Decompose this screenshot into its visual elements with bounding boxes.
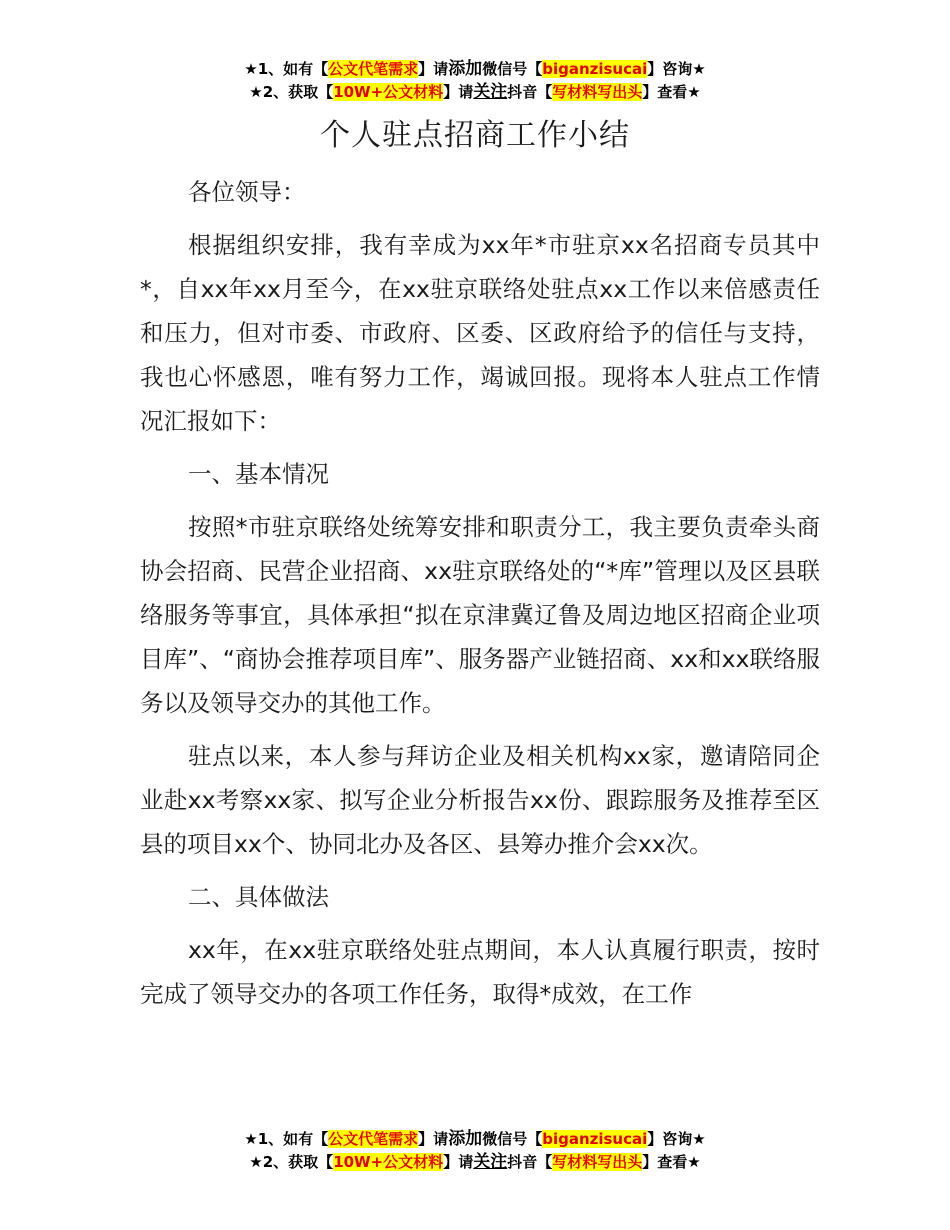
promo-emphasis: 关注	[473, 82, 508, 102]
promo-emphasis: 关注	[473, 1152, 508, 1172]
promo-text: 微信号【	[482, 60, 543, 78]
promo-text: 微信号【	[482, 1130, 543, 1148]
promo-text: ★2、获取【	[249, 83, 334, 101]
promo-highlight: biganzisucai	[542, 1130, 648, 1148]
promo-text: 】请	[443, 1153, 474, 1171]
promo-text: 】查看★	[642, 83, 701, 101]
salutation: 各位领导：	[188, 178, 306, 206]
promo-highlight: 10W+公文材料	[333, 83, 444, 101]
top-promo-banner	[0, 58, 950, 104]
promo-text: 】咨询★	[647, 60, 706, 78]
promo-emphasis: 添加	[448, 1129, 483, 1149]
promo-text: 】咨询★	[647, 1130, 706, 1148]
paragraph: xx年，在xx驻京联络处驻点期间，本人认真履行职责，按时完成了领导交办的各项工作任务，取得*成效，在工作	[140, 936, 820, 1008]
promo-text: 】查看★	[642, 1153, 701, 1171]
promo-emphasis: 添加	[448, 59, 483, 79]
paragraph: 驻点以来，本人参与拜访企业及相关机构xx家，邀请陪同企业赴xx考察xx家、拟写企业分析报告xx份、跟踪服务及推荐至区县的项目xx个、协同北办及各区、县筹办推介会xx次。	[140, 742, 820, 858]
promo-highlight: 写材料写出头	[552, 1153, 643, 1171]
promo-highlight: biganzisucai	[542, 60, 648, 78]
promo-highlight: 写材料写出头	[552, 83, 643, 101]
paragraph: 根据组织安排，我有幸成为xx年*市驻京xx名招商专员其中*，自xx年xx月至今，在xx驻京联络处驻点xx工作以来倍感责任和压力，但对市委、市政府、区委、区政府给予的信任与支持，我也心怀感恩，唯有努力工作，竭诚回报。现将本人驻点工作情况汇报如下：	[140, 231, 820, 435]
section-heading: 一、基本情况	[188, 460, 329, 488]
promo-text: ★1、如有【	[244, 60, 329, 78]
promo-text: ★1、如有【	[244, 1130, 329, 1148]
promo-text: 】请	[418, 1130, 449, 1148]
promo-line-1	[0, 58, 950, 81]
promo-highlight: 公文代笔需求	[328, 1130, 419, 1148]
promo-line-2	[0, 81, 950, 104]
promo-highlight: 公文代笔需求	[328, 60, 419, 78]
paragraph: 按照*市驻京联络处统筹安排和职责分工，我主要负责牵头商协会招商、民营企业招商、xx驻京联络处的“*库”管理以及区县联络服务等事宜，具体承担“拟在京津冀辽鲁及周边地区招商企业项目库”、“商协会推荐项目库”、服务器产业链招商、xx和xx联络服务以及领导交办的其他工作。	[140, 513, 820, 717]
promo-text: ★2、获取【	[249, 1153, 334, 1171]
promo-text: 抖音【	[507, 1153, 553, 1171]
promo-text: 】请	[443, 83, 474, 101]
bottom-promo-banner	[0, 1128, 950, 1174]
document-title: 个人驻点招商工作小结	[320, 118, 630, 153]
promo-text: 抖音【	[507, 83, 553, 101]
document-body	[140, 170, 820, 1016]
promo-text: 】请	[418, 60, 449, 78]
promo-highlight: 10W+公文材料	[333, 1153, 444, 1171]
promo-line-2	[0, 1151, 950, 1174]
section-heading: 二、具体做法	[188, 883, 329, 911]
promo-line-1	[0, 1128, 950, 1151]
